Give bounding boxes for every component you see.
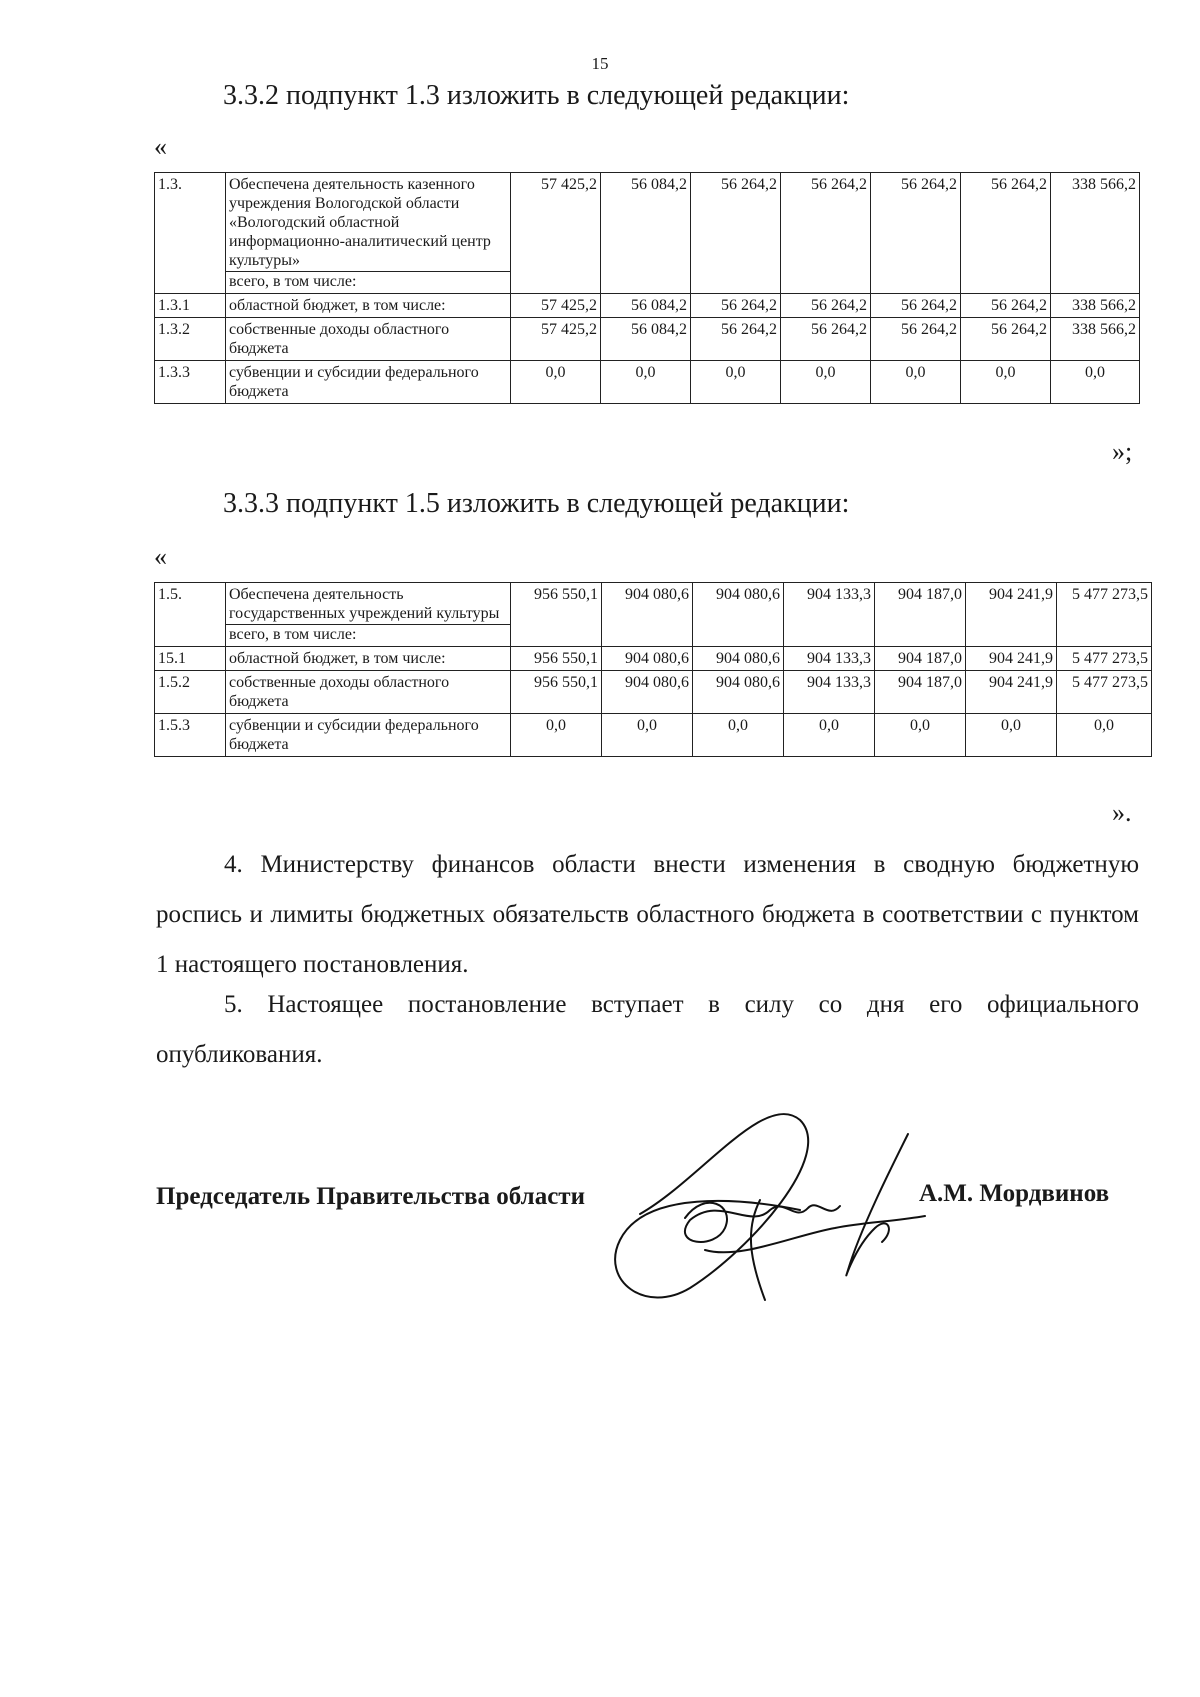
table-row (155, 361, 1140, 404)
close-quote-333: ». (1112, 798, 1132, 827)
handwritten-signature (590, 1110, 950, 1320)
open-quote-332: « (154, 132, 167, 161)
row-code: 1.5.3 (155, 714, 226, 757)
value-cell: 56 264,2 (961, 294, 1051, 318)
table-row (155, 583, 1152, 647)
value-cell: 0,0 (693, 714, 784, 757)
table-row (155, 671, 1152, 714)
value-cell: 0,0 (511, 714, 602, 757)
row-code: 1.5. (155, 583, 226, 647)
value-cell: 5 477 273,5 (1057, 647, 1152, 671)
value-cell: 56 264,2 (781, 318, 871, 361)
value-cell: 56 264,2 (871, 294, 961, 318)
value-cell: 0,0 (511, 361, 601, 404)
value-cell: 0,0 (871, 361, 961, 404)
value-cell: 956 550,1 (511, 671, 602, 714)
value-cell: 904 133,3 (784, 671, 875, 714)
value-cell: 5 477 273,5 (1057, 583, 1152, 647)
value-cell: 56 264,2 (691, 173, 781, 294)
value-cell: 904 080,6 (693, 671, 784, 714)
value-cell: 56 084,2 (601, 318, 691, 361)
value-cell: 57 425,2 (511, 318, 601, 361)
row-description: областной бюджет, в том числе: (226, 647, 511, 671)
value-cell: 904 241,9 (966, 583, 1057, 647)
value-cell: 56 264,2 (961, 173, 1051, 294)
value-cell: 338 566,2 (1051, 294, 1140, 318)
value-cell: 904 080,6 (693, 647, 784, 671)
value-cell: 904 187,0 (875, 671, 966, 714)
close-quote-332: »; (1112, 437, 1133, 466)
value-cell: 904 241,9 (966, 647, 1057, 671)
value-cell: 904 080,6 (602, 671, 693, 714)
row-description: собственные доходы областного бюджета (226, 318, 511, 361)
value-cell: 904 133,3 (784, 647, 875, 671)
value-cell: 904 080,6 (693, 583, 784, 647)
value-cell: 56 264,2 (691, 318, 781, 361)
value-cell: 0,0 (966, 714, 1057, 757)
signature-stroke (846, 1134, 908, 1275)
row-code: 15.1 (155, 647, 226, 671)
budget-table-1-3 (154, 172, 1140, 404)
row-desc-total: всего, в том числе: (226, 624, 510, 644)
table-row (155, 173, 1140, 294)
value-cell: 56 264,2 (781, 173, 871, 294)
row-code: 1.3.2 (155, 318, 226, 361)
row-description: субвенции и субсидии федерального бюджета (226, 361, 511, 404)
row-description: собственные доходы областного бюджета (226, 671, 511, 714)
row-description (226, 173, 511, 294)
paragraph-5: 5. Настоящее постановление вступает в силу со дня его официального опубликования. (156, 991, 1139, 1068)
value-cell: 0,0 (784, 714, 875, 757)
value-cell: 56 264,2 (871, 318, 961, 361)
row-code: 1.3.3 (155, 361, 226, 404)
row-code: 1.3.1 (155, 294, 226, 318)
value-cell: 56 264,2 (961, 318, 1051, 361)
value-cell: 338 566,2 (1051, 318, 1140, 361)
signatory-title: Председатель Правительства области (156, 1183, 585, 1210)
paragraph-4: 4. Министерству финансов области внести изменения в сводную бюджетную роспись и лимиты бюджетных обязательств областного бюджета в соответствии с пунктом 1 настоящего постановления. (156, 851, 1139, 978)
value-cell: 0,0 (1057, 714, 1152, 757)
page-number: 15 (591, 54, 609, 73)
value-cell: 904 080,6 (602, 647, 693, 671)
value-cell: 56 264,2 (781, 294, 871, 318)
value-cell: 0,0 (875, 714, 966, 757)
value-cell: 0,0 (961, 361, 1051, 404)
value-cell: 956 550,1 (511, 583, 602, 647)
value-cell: 904 241,9 (966, 671, 1057, 714)
value-cell: 57 425,2 (511, 294, 601, 318)
value-cell: 57 425,2 (511, 173, 601, 294)
value-cell: 0,0 (691, 361, 781, 404)
row-description: областной бюджет, в том числе: (226, 294, 511, 318)
value-cell: 338 566,2 (1051, 173, 1140, 294)
signature-stroke (705, 1216, 925, 1252)
row-desc-text: Обеспечена деятельность казенного учреждения Вологодской области «Вологодский областной информационно-аналитический центр культуры» (229, 176, 491, 269)
row-desc-text: Обеспечена деятельность государственных учреждений культуры (229, 586, 500, 622)
section-332-heading: 3.3.2 подпункт 1.3 изложить в следующей редакции: (223, 80, 850, 111)
value-cell: 56 084,2 (601, 294, 691, 318)
row-code: 1.3. (155, 173, 226, 294)
table-row (155, 714, 1152, 757)
signature-stroke (685, 1203, 840, 1242)
table-row (155, 318, 1140, 361)
value-cell: 904 133,3 (784, 583, 875, 647)
section-333-heading: 3.3.3 подпункт 1.5 изложить в следующей редакции: (223, 488, 850, 519)
open-quote-333: « (154, 542, 167, 571)
value-cell: 0,0 (602, 714, 693, 757)
value-cell: 56 084,2 (601, 173, 691, 294)
table-row (155, 647, 1152, 671)
value-cell: 5 477 273,5 (1057, 671, 1152, 714)
table-row (155, 294, 1140, 318)
value-cell: 904 187,0 (875, 647, 966, 671)
value-cell: 56 264,2 (871, 173, 961, 294)
value-cell: 56 264,2 (691, 294, 781, 318)
value-cell: 0,0 (781, 361, 871, 404)
value-cell: 904 080,6 (602, 583, 693, 647)
row-description: субвенции и субсидии федерального бюджета (226, 714, 511, 757)
signatory-name: А.М. Мордвинов (919, 1180, 1110, 1207)
row-description (226, 583, 511, 647)
value-cell: 904 187,0 (875, 583, 966, 647)
value-cell: 0,0 (1051, 361, 1140, 404)
value-cell: 0,0 (601, 361, 691, 404)
row-desc-total: всего, в том числе: (226, 271, 510, 291)
value-cell: 956 550,1 (511, 647, 602, 671)
budget-table-1-5 (154, 582, 1152, 757)
row-code: 1.5.2 (155, 671, 226, 714)
